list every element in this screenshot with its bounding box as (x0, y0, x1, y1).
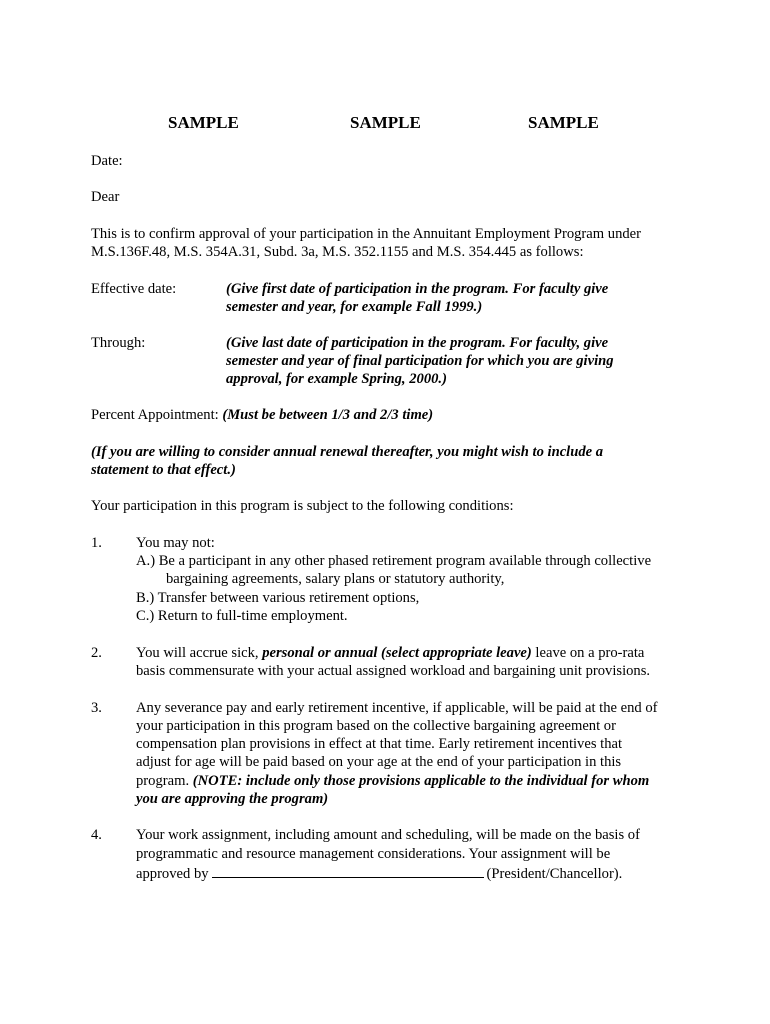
through-label: Through: (91, 335, 146, 351)
through-note-3: approval, for example Spring, 2000.) (226, 371, 447, 387)
effective-date-note-1: (Give first date of participation in the program. For faculty give (226, 281, 609, 297)
item-3-line-6: you are approving the program) (136, 791, 329, 807)
effective-date-label: Effective date: (91, 281, 177, 297)
renewal-note-2: statement to that effect.) (91, 462, 236, 478)
item-2-leave-note: personal or annual (select appropriate leave) (262, 645, 532, 661)
item-2-line-1 (136, 644, 644, 662)
sample-header-left: SAMPLE (168, 113, 239, 132)
item-3-line-2: your participation in this program based on the collective bargaining agreement or (136, 718, 616, 734)
item-4-approved-by: approved by (136, 866, 209, 882)
through-note-2: semester and year of final participation for which you are giving (226, 353, 614, 369)
through-note-1: (Give last date of participation in the program. For faculty, give (226, 335, 609, 351)
item-2-line-1-post: leave on a pro-rata (531, 645, 645, 661)
item-4-line-3 (136, 863, 622, 883)
item-3-line-5 (136, 772, 649, 790)
item-3-line-3: compensation plan provisions in effect at that time. Early retirement incentives that (136, 736, 623, 752)
item-1-line-1: You may not: (136, 535, 215, 551)
percent-appointment-label: Percent Appointment: (91, 407, 219, 423)
item-1-a-line-2: bargaining agreements, salary plans or statutory authority, (166, 571, 505, 587)
item-3-note: (NOTE: include only those provisions applicable to the individual for whom (192, 773, 650, 789)
item-4-approver-title: (President/Chancellor). (486, 866, 623, 882)
sample-header-right: SAMPLE (528, 113, 599, 132)
item-2-number: 2. (91, 645, 102, 661)
item-4-line-1: Your work assignment, including amount and scheduling, will be made on the basis of (136, 827, 640, 843)
item-1-a-line-1: A.) Be a participant in any other phased retirement program available through collective (136, 553, 652, 569)
percent-appointment-line (91, 406, 433, 424)
conditions-intro: Your participation in this program is subject to the following conditions: (91, 498, 514, 514)
salutation: Dear (91, 189, 120, 205)
approver-signature-line[interactable] (212, 863, 484, 878)
renewal-note-1: (If you are willing to consider annual renewal thereafter, you might wish to include a (91, 444, 604, 460)
intro-line-2: M.S.136F.48, M.S. 354A.31, Subd. 3a, M.S. 352.1155 and M.S. 354.445 as follows: (91, 244, 584, 260)
percent-appointment-note: (Must be between 1/3 and 2/3 time) (222, 407, 434, 423)
item-1-number: 1. (91, 535, 102, 551)
item-2-line-1-pre: You will accrue sick, (136, 645, 263, 661)
item-3-line-4: adjust for age will be paid based on your age at the end of your participation in this (136, 754, 622, 770)
sample-header-center: SAMPLE (350, 113, 421, 132)
effective-date-note-2: semester and year, for example Fall 1999.) (226, 299, 483, 315)
item-1-b: B.) Transfer between various retirement options, (136, 590, 420, 606)
item-3-line-5-pre: program. (136, 773, 193, 789)
date-label: Date: (91, 153, 123, 169)
item-3-line-1: Any severance pay and early retirement incentive, if applicable, will be paid at the end of (136, 700, 658, 716)
item-4-number: 4. (91, 827, 102, 843)
item-3-number: 3. (91, 700, 102, 716)
intro-line-1: This is to confirm approval of your participation in the Annuitant Employment Program under (91, 226, 641, 242)
item-4-line-2: programmatic and resource management considerations. Your assignment will be (136, 846, 611, 862)
item-2-line-2: basis commensurate with your actual assigned workload and bargaining unit provisions. (136, 663, 651, 679)
item-1-c: C.) Return to full-time employment. (136, 608, 348, 624)
